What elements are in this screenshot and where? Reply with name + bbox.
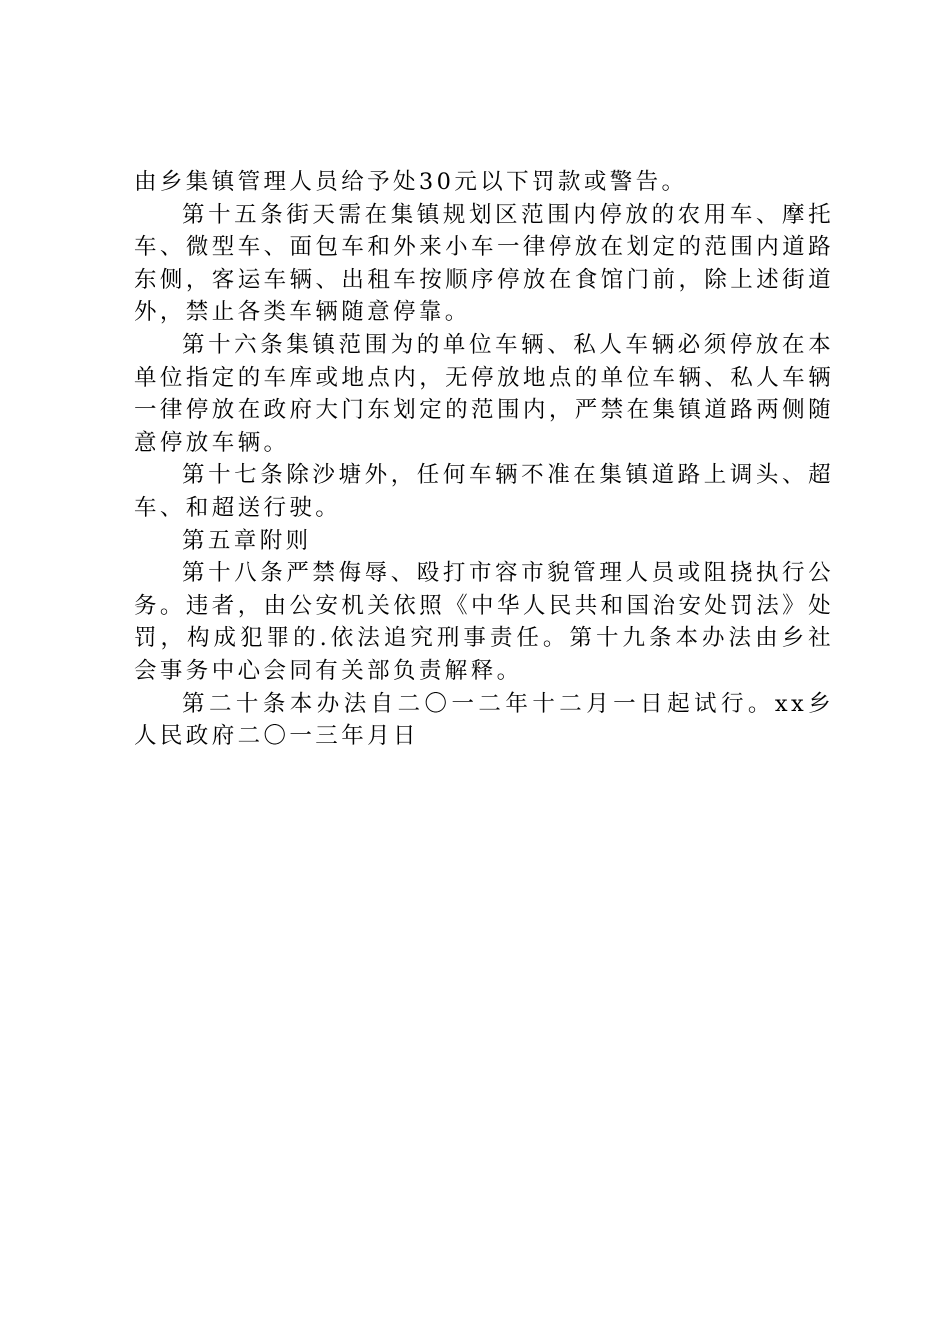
document-page — [134, 166, 834, 753]
paragraph-article-18-19: 第十八条严禁侮辱、殴打市容市貌管理人员或阻挠执行公务。违者，由公安机关依照《中华人民共和国治安处罚法》处罚，构成犯罪的.依法追究刑事责任。第十九条本办法由乡社会事务中心会同有关部负责解释。 — [134, 560, 834, 684]
paragraph-article-17: 第十七条除沙塘外，任何车辆不准在集镇道路上调头、超车、和超送行驶。 — [134, 462, 834, 521]
paragraph-article-16: 第十六条集镇范围为的单位车辆、私人车辆必须停放在本单位指定的车库或地点内，无停放地点的单位车辆、私人车辆一律停放在政府大门东划定的范围内，严禁在集镇道路两侧随意停放车辆。 — [134, 331, 834, 456]
chapter-heading-5: 第五章附则 — [182, 527, 312, 554]
paragraph-article-20: 第二十条本办法自二〇一二年十二月一日起试行。xx乡人民政府二〇一三年月日 — [134, 690, 834, 750]
paragraph-article-15: 第十五条街天需在集镇规划区范围内停放的农用车、摩托车、微型车、面包车和外来小车一律停放在划定的范围内道路东侧，客运车辆、出租车按顺序停放在食馆门前，除上述街道外，禁止各类车辆随意停靠。 — [134, 201, 834, 326]
paragraph-penalty-continuation: 由乡集镇管理人员给予处30元以下罚款或警告。 — [134, 169, 688, 195]
